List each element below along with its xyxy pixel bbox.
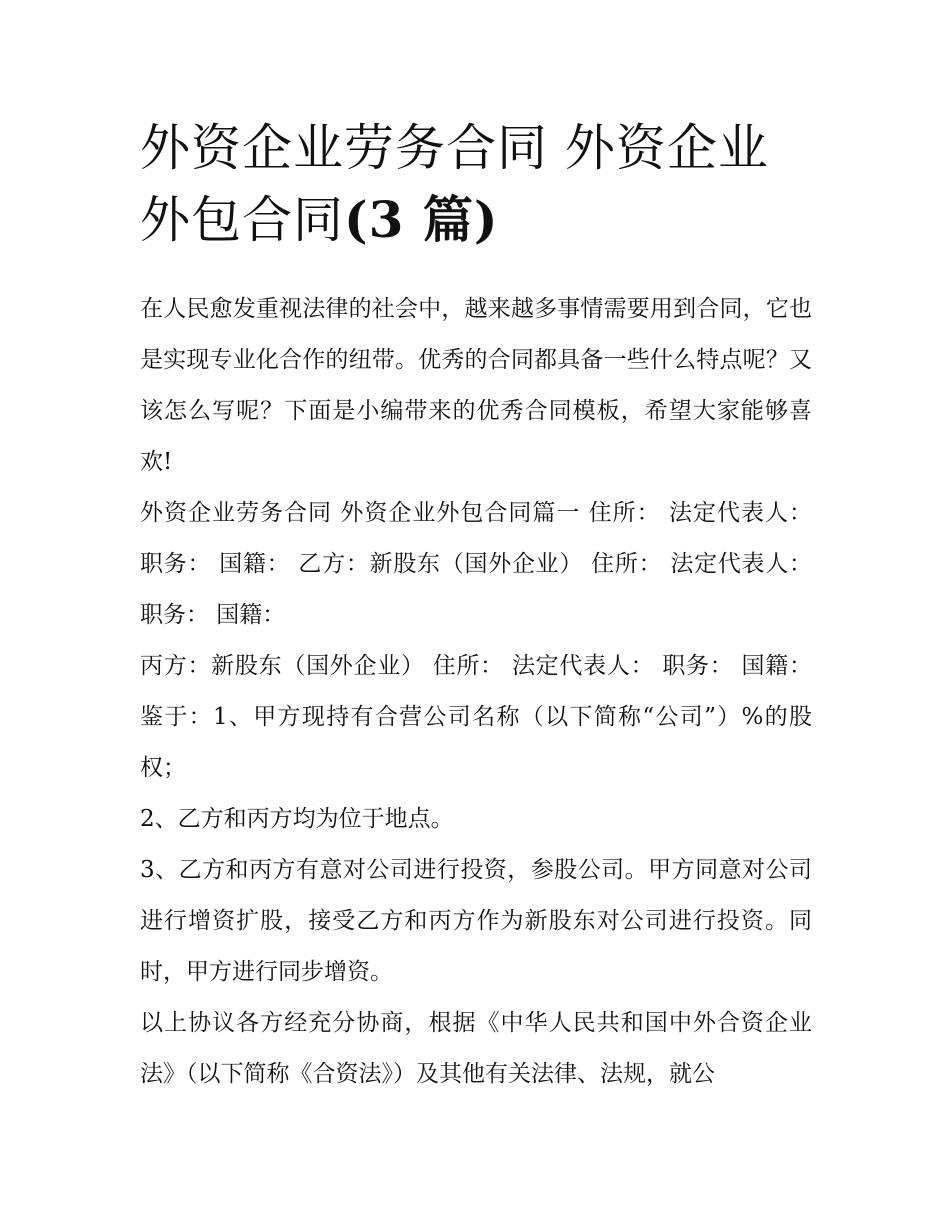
title-count: (3 篇) bbox=[344, 190, 499, 249]
intro-paragraph: 在人民愈发重视法律的社会中，越来越多事情需要用到合同，它也是实现专业化合作的纽带。优秀的合同都具备一些什么特点呢？又该怎么写呢？下面是小编带来的优秀合同模板，希望大家能够喜欢! bbox=[140, 296, 812, 475]
clause-3-paragraph: 3、乙方和丙方有意对公司进行投资，参股公司。甲方同意对公司进行增资扩股，接受乙方和丙方作为新股东对公司进行投资。同时，甲方进行同步增资。 bbox=[140, 857, 812, 985]
document-body bbox=[140, 112, 812, 1100]
page-title bbox=[140, 112, 812, 256]
agreement-basis-paragraph: 以上协议各方经充分协商，根据《中华人民共和国中外合资企业法》（以下简称《合资法》）及其他有关法律、法规，就公 bbox=[140, 1010, 812, 1087]
party-c-paragraph: 丙方：新股东（国外企业） 住所： 法定代表人： 职务： 国籍： 鉴于：1、甲方现持有合营公司名称（以下简称“公司”）%的股权； bbox=[140, 653, 812, 781]
clause-2-paragraph: 2、乙方和丙方均为位于地点。 bbox=[140, 806, 454, 832]
title-text: 外资企业劳务合同 外资企业外包合同 bbox=[140, 119, 769, 249]
party-info-paragraph: 外资企业劳务合同 外资企业外包合同篇一 住所： 法定代表人： 职务： 国籍： 乙方：新股东（国外企业） 住所： 法定代表人： 职务： 国籍： bbox=[140, 500, 812, 628]
